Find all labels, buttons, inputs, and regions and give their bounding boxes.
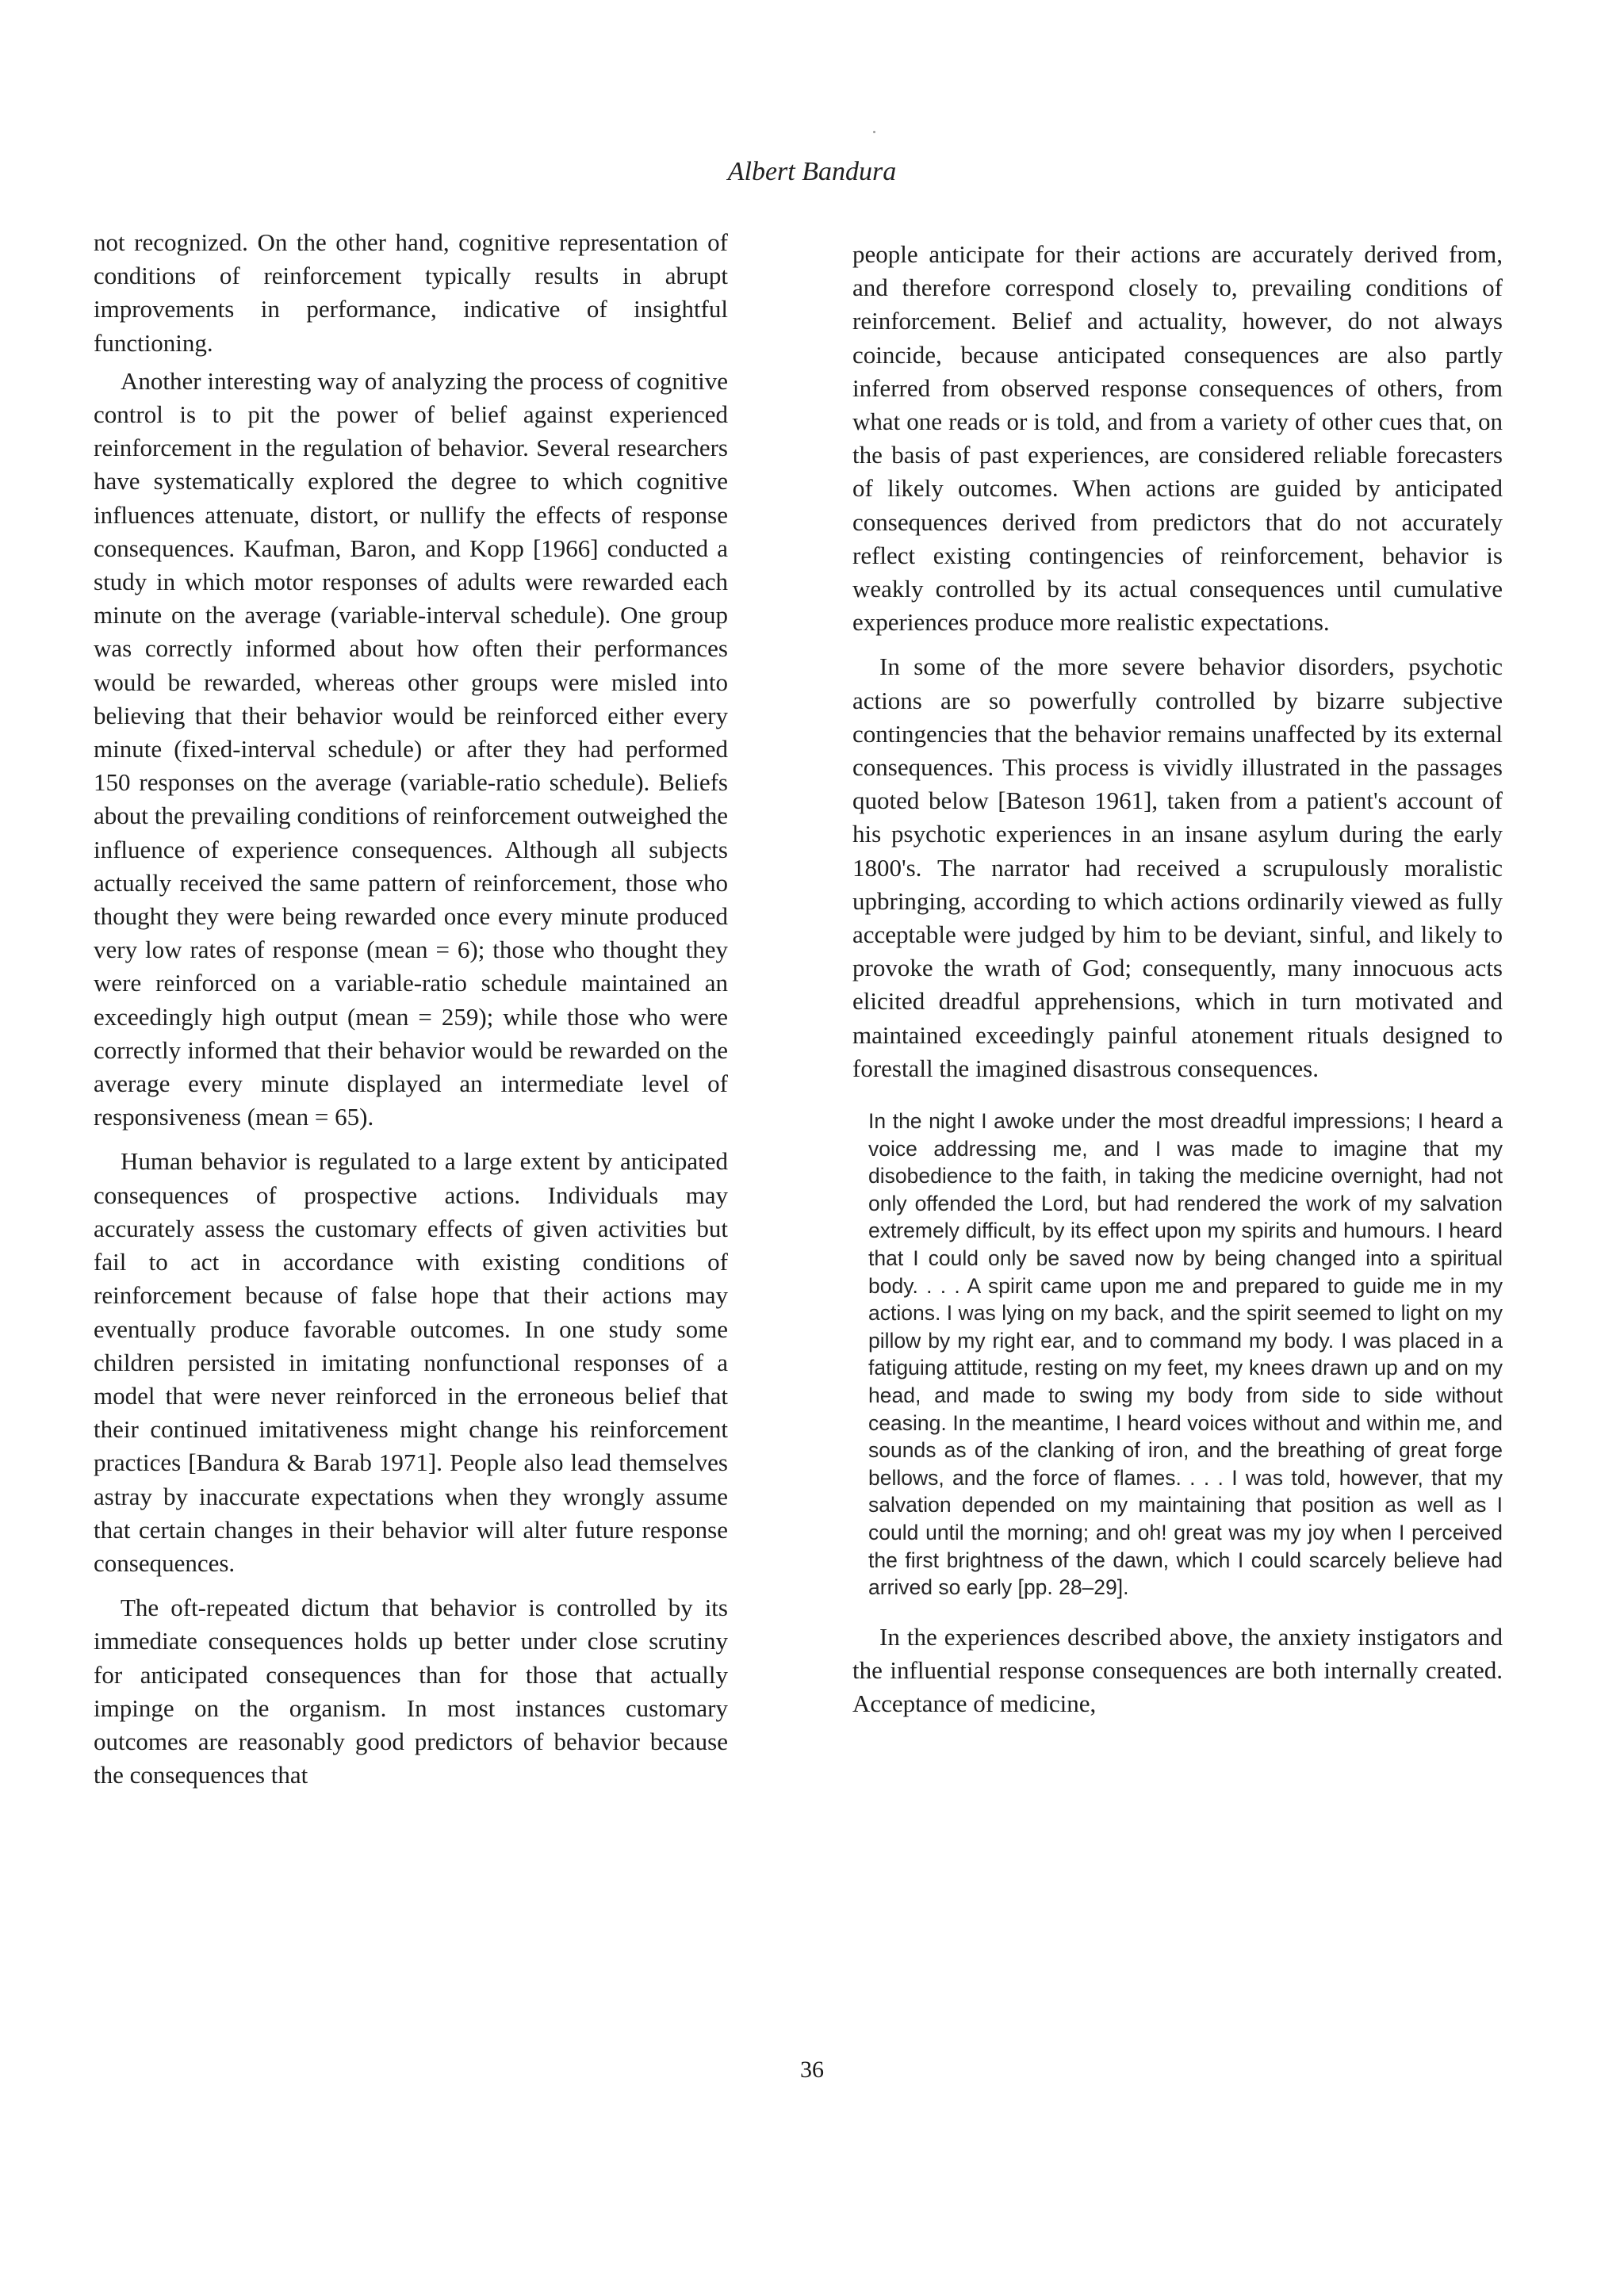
paragraph: Another interesting way of analyzing the process of cognitive control is to pit the power of belief against experienced reinforcement in the regulation of behavior. Several researchers have systematically explored the degree to which cognitive influences attenuate, distort, or nullify the effects of response consequences. Kaufman, Baron, and Kopp [1966] conducted a study in which motor responses of adults were rewarded each minute on the average (variable-interval schedule). One group was correctly informed about how often their performances would be rewarded, whereas other groups were misled into believing that their behavior would be reinforced either every minute (fixed-interval schedule) or after they had performed 150 responses on the average (variable-ratio schedule). Beliefs about the prevailing conditions of reinforcement outweighed the influence of experience consequences. Although all subjects actually received the same pattern of reinforcement, those who thought they were being rewarded once every minute produced very low rates of response (mean = 6); those who thought they were reinforced on a variable-ratio schedule maintained an exceedingly high output (mean = 259); while those who were correctly informed that their behavior would be rewarded on the average every minute displayed an intermediate level of responsiveness (mean = 65). [94, 366, 728, 1131]
paragraph: In some of the more severe behavior disorders, psychotic actions are so powerfully controlled by bizarre subjective contingencies that the behavior remains unaffected by its external consequences. This process is vividly illustrated in the passages quoted below [Bateson 1961], taken from a patient's account of his psychotic experiences in an insane asylum during the early 1800's. The narrator had received a scrupulously moralistic upbringing, according to which actions ordinarily viewed as fully acceptable were judged by him to be deviant, sinful, and likely to provoke the wrath of God; consequently, many innocuous acts elicited dreadful apprehensions, which in turn motivated and maintained exceedingly painful atonement rituals designed to forestall the imagined disastrous consequences. [852, 652, 1503, 1082]
paragraph: people anticipate for their actions are accurately derived from, and therefore correspond closely to, prevailing conditions of reinforcement. Belief and actuality, however, do not always coincide, because anticipated consequences are also partly inferred from observed response consequences of others, from what one reads or is told, and from a variety of other cues that, on the basis of past experiences, are considered reliable forecasters of likely outcomes. When actions are guided by anticipated consequences derived from predictors that do not accurately reflect existing contingencies of reinforcement, behavior is weakly controlled by its actual consequences until cumulative experiences produce more realistic expectations. [852, 240, 1503, 637]
left-column [94, 226, 728, 1792]
paragraph: In the experiences described above, the anxiety instigators and the influential response consequences are both internally created. Acceptance of medicine, [852, 1622, 1503, 1718]
paragraph: Human behavior is regulated to a large extent by anticipated consequences of prospective actions. Individuals may accurately assess the customary effects of given activities but fail to act in accordance with existing conditions of reinforcement because of false hope that their actions may eventually produce favorable outcomes. In one study some children persisted in imitating nonfunctional responses of a model that were never reinforced in the erroneous belief that their continued imitativeness might change his reinforcement practices [Bandura & Barab 1971]. People also lead themselves astray by inaccurate expectations when they wrongly assume that certain changes in their behavior will alter future response consequences. [94, 1147, 728, 1577]
right-column [852, 238, 1503, 1720]
block-quotation [868, 1108, 1503, 1601]
paragraph: not recognized. On the other hand, cognitive representation of conditions of reinforcement typically results in abrupt improvements in performance, indicative of insightful functioning. [94, 228, 728, 357]
page-number: 36 [800, 2057, 824, 2083]
scan-speck [873, 131, 875, 133]
running-head: Albert Bandura [727, 157, 897, 186]
quotation-text: In the night I awoke under the most dreadful impressions; I heard a voice addressing me, and I was made to imagine that my disobedience to the faith, in taking the medicine overnight, had not only offended the Lord, but had rendered the work of my salvation extremely difficult, by its effect upon my spirits and humours. I heard that I could only be saved now by being changed into a spiritual body. . . . A spirit came upon me and prepared to guide me in my actions. I was lying on my back, and the spirit seemed to light on my pillow by my right ear, and to command my body. I was placed in a fatiguing attitude, resting on my feet, my knees drawn up and on my head, and made to swing my body from side to side without ceasing. In the meantime, I heard voices without and within me, and sounds as of the clanking of iron, and the breathing of great forge bellows, and the force of flames. . . . I was told, however, that my salvation depended on my maintaining that position as well as I could until the morning; and oh! great was my joy when I perceived the first brightness of the dawn, which I could scarcely believe had arrived so early [pp. 28–29]. [868, 1109, 1503, 1600]
paragraph: The oft-repeated dictum that behavior is controlled by its immediate consequences holds up better under close scrutiny for anticipated consequences than for those that actually impinge on the organism. In most instances customary outcomes are reasonably good predictors of behavior because the consequences that [94, 1594, 728, 1789]
